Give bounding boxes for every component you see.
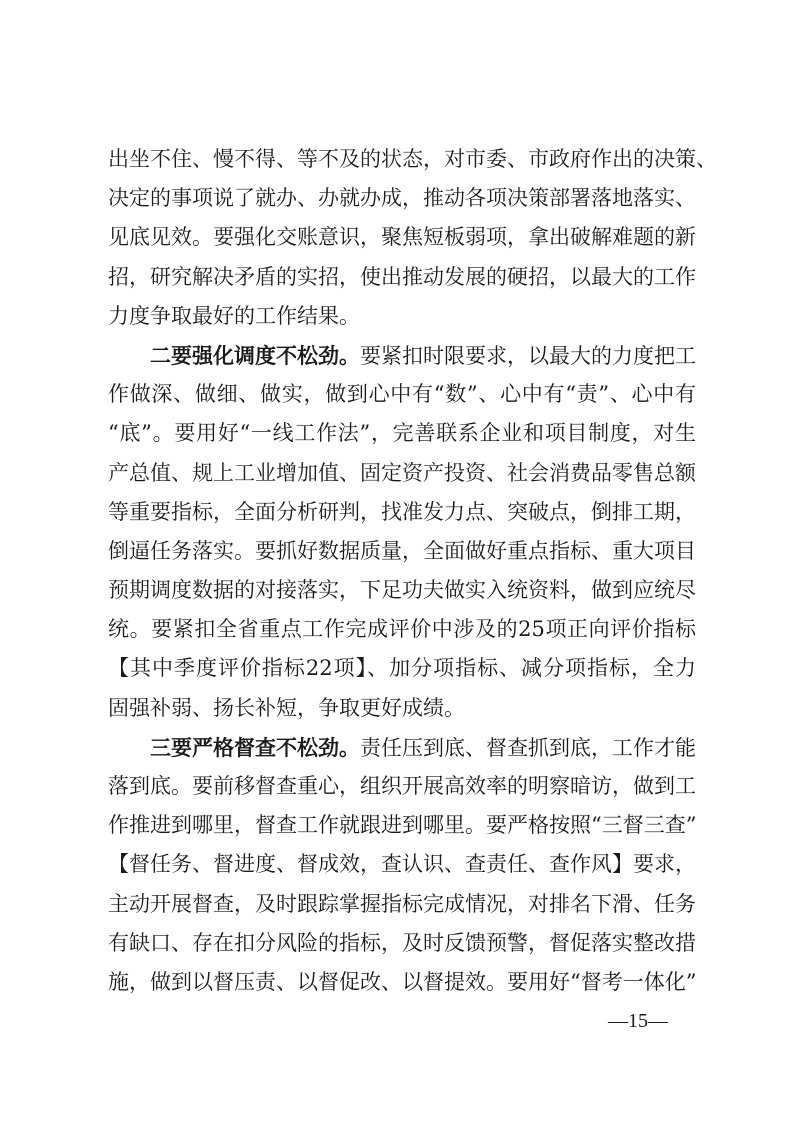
paragraph-2-line-8: 统。要紧扣全省重点工作完成评价中涉及的25项正向评价指标 <box>108 617 696 642</box>
paragraph-2-line-2: 作做深、做细、做实，做到心中有“数”、心中有“责”、心中有 <box>108 382 696 407</box>
paragraph-2-line-3: “底”。要用好“一线工作法”，完善联系企业和项目制度，对生 <box>108 421 696 446</box>
paragraph-3-heading: 三要严格督查不松劲。 <box>150 734 360 760</box>
paragraph-1-line-2: 决定的事项说了就办、办就办成，推动各项决策部署落地落实、 <box>108 186 696 211</box>
paragraph-3-line-3: 作推进到哪里，督查工作就跟进到哪里。要严格按照“三督三查” <box>108 813 697 838</box>
paragraph-2-line-1 <box>108 336 696 375</box>
paragraph-3-line-1-text: 责任压到底、督查抓到底，工作才能 <box>360 735 696 760</box>
paragraph-1-line-1: 出坐不住、慢不得、等不及的状态，对市委、市政府作出的决策、 <box>108 147 717 171</box>
paragraph-3-line-5: 主动开展督查，及时跟踪掌握指标完成情况，对排名下滑、任务 <box>108 891 696 916</box>
paragraph-3-line-4: 【督任务、督进度、督成效，查认识、查责任、查作风】要求， <box>108 852 696 877</box>
paragraph-2-heading: 二要强化调度不松劲。 <box>150 342 360 368</box>
paragraph-2-line-6: 倒逼任务落实。要抓好数据质量，全面做好重点指标、重大项目 <box>108 538 696 563</box>
paragraph-2-line-4: 产总值、规上工业增加值、固定资产投资、社会消费品零售总额 <box>108 460 696 485</box>
paragraph-1-line-3: 见底见效。要强化交账意识，聚焦短板弱项，拿出破解难题的新 <box>108 225 696 250</box>
page-number: —15— <box>608 1010 668 1032</box>
document-body <box>108 140 717 1002</box>
paragraph-1-line-4: 招，研究解决矛盾的实招，使出推动发展的硬招，以最大的工作 <box>108 264 696 289</box>
paragraph-2-line-7: 预期调度数据的对接落实，下足功夫做实入统资料，做到应统尽 <box>108 578 696 603</box>
paragraph-3-line-1 <box>108 728 696 767</box>
paragraph-3-line-7: 施，做到以督压责、以督促改、以督提效。要用好“督考一体化” <box>108 969 697 994</box>
paragraph-2-line-9: 【其中季度评价指标22项】、加分项指标、减分项指标，全力 <box>108 656 696 681</box>
paragraph-3-line-2: 落到底。要前移督查重心，组织开展高效率的明察暗访，做到工 <box>108 774 696 798</box>
paragraph-2-line-5: 等重要指标，全面分析研判，找准发力点、突破点，倒排工期， <box>108 499 696 524</box>
paragraph-2-line-10: 固强补弱、扬长补短，争取更好成绩。 <box>108 695 465 720</box>
paragraph-3-line-6: 有缺口、存在扣分风险的指标，及时反馈预警，督促落实整改措 <box>108 930 696 955</box>
paragraph-2-line-1-text: 要紧扣时限要求，以最大的力度把工 <box>360 343 696 368</box>
paragraph-1-line-5: 力度争取最好的工作结果。 <box>108 303 360 328</box>
